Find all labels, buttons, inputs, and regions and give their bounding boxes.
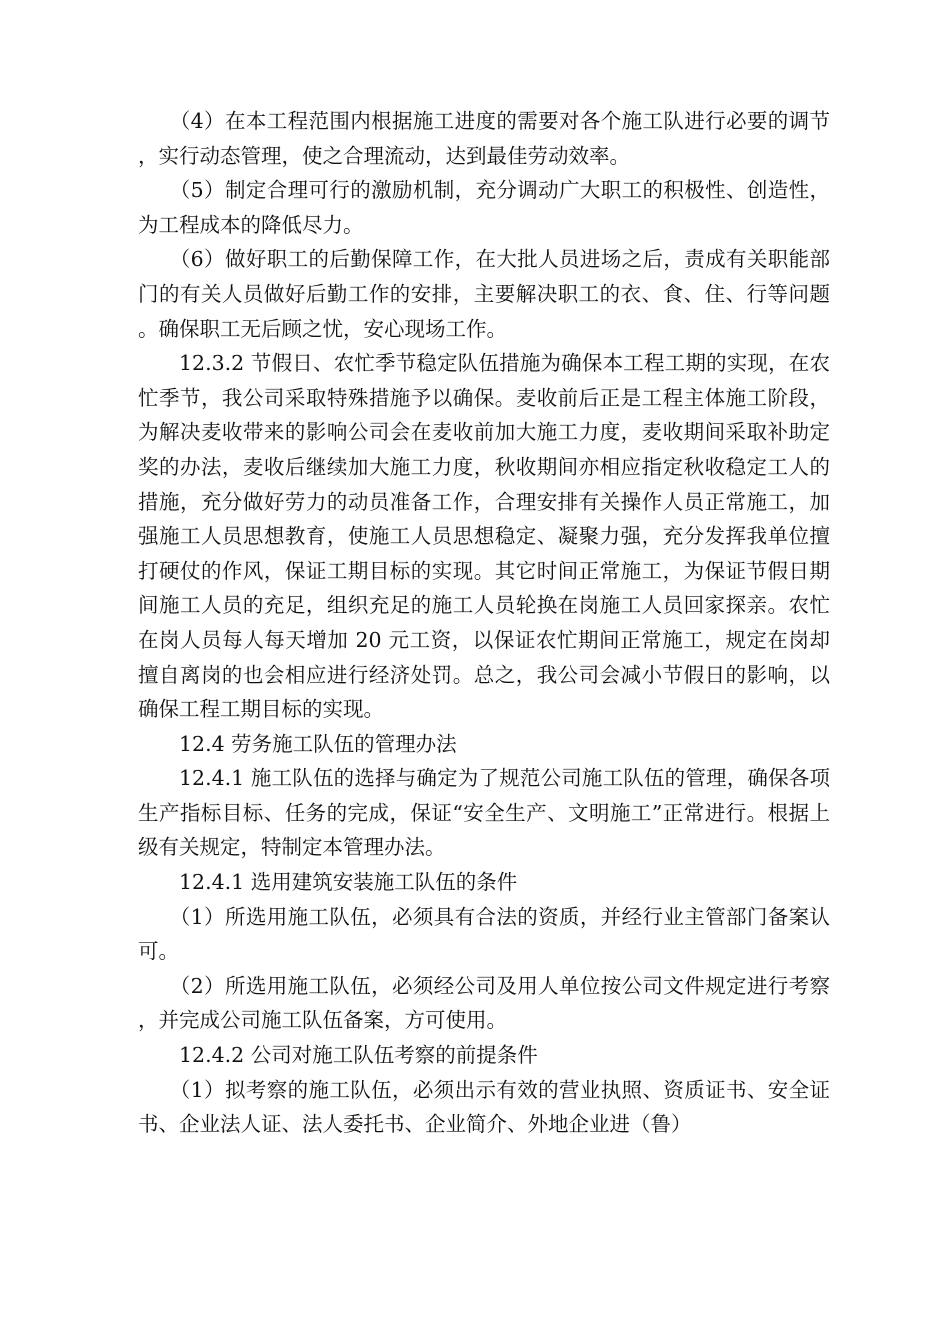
paragraph-condition-1: （1）所选用施工队伍，必须具有合法的资质，并经行业主管部门备案认可。 <box>138 904 830 964</box>
section-heading-12-4-2: 12.4.2 公司对施工队伍考察的前提条件 <box>179 1043 538 1068</box>
paragraph-item-6: （6）做好职工的后勤保障工作，在大批人员进场之后，责成有关职能部门的有关人员做好后勤工作的安排，主要解决职工的衣、食、住、行等问题。确保职工无后顾之忧，安心现场工作。 <box>138 247 830 341</box>
paragraph-item-5: （5）制定合理可行的激励机制，充分调动广大职工的积极性、创造性，为工程成本的降低尽力。 <box>138 178 830 237</box>
paragraph-section-12-4-1: 12.4.1 施工队伍的选择与确定为了规范公司施工队伍的管理，确保各项生产指标目标、任务的完成，保证“安全生产、文明施工”正常进行。根据上级有关规定，特制定本管理办法。 <box>138 766 830 860</box>
paragraph-section-12-3-2: 12.3.2 节假日、农忙季节稳定队伍措施为确保本工程工期的实现，在农忙季节，我公司采取特殊措施予以确保。麦收前后正是工程主体施工阶段，为解决麦收带来的影响公司会在麦收前加大施工力度，麦收期间采取补助定奖的办法，麦收后继续加大施工力度，秋收期间亦相应指定秋收稳定工人的措施，充分做好劳力的动员准备工作，合理安排有关操作人员正常施工，加强施工人员思想教育，使施工人员思想稳定、凝聚力强，充分发挥我单位擅打硬仗的作风，保证工期目标的实现。其它时间正常施工，为保证节假日期间施工人员的充足，组织充足的施工人员轮换在岗施工人员回家探亲。农忙在岗人员每人每天增加 20 元工资，以保证农忙期间正常施工，规定在岗却擅自离岗的也会相应进行经济处罚。总之，我公司会减小节假日的影响，以确保工程工期目标的实现。 <box>138 351 830 722</box>
paragraph-prerequisite-1: （1）拟考察的施工队伍，必须出示有效的营业执照、资质证书、安全证书、企业法人证、法人委托书、企业简介、外地企业进（鲁） <box>138 1077 830 1137</box>
paragraph-condition-2: （2）所选用施工队伍，必须经公司及用人单位按公司文件规定进行考察，并完成公司施工队伍备案，方可使用。 <box>138 973 830 1033</box>
document-body <box>138 104 830 1142</box>
section-heading-12-4: 12.4 劳务施工队伍的管理办法 <box>179 731 457 756</box>
section-heading-12-4-1-conditions: 12.4.1 选用建筑安装施工队伍的条件 <box>179 870 518 895</box>
paragraph-item-4: （4）在本工程范围内根据施工进度的需要对各个施工队进行必要的调节，实行动态管理，使之合理流动，达到最佳劳动效率。 <box>138 109 830 168</box>
